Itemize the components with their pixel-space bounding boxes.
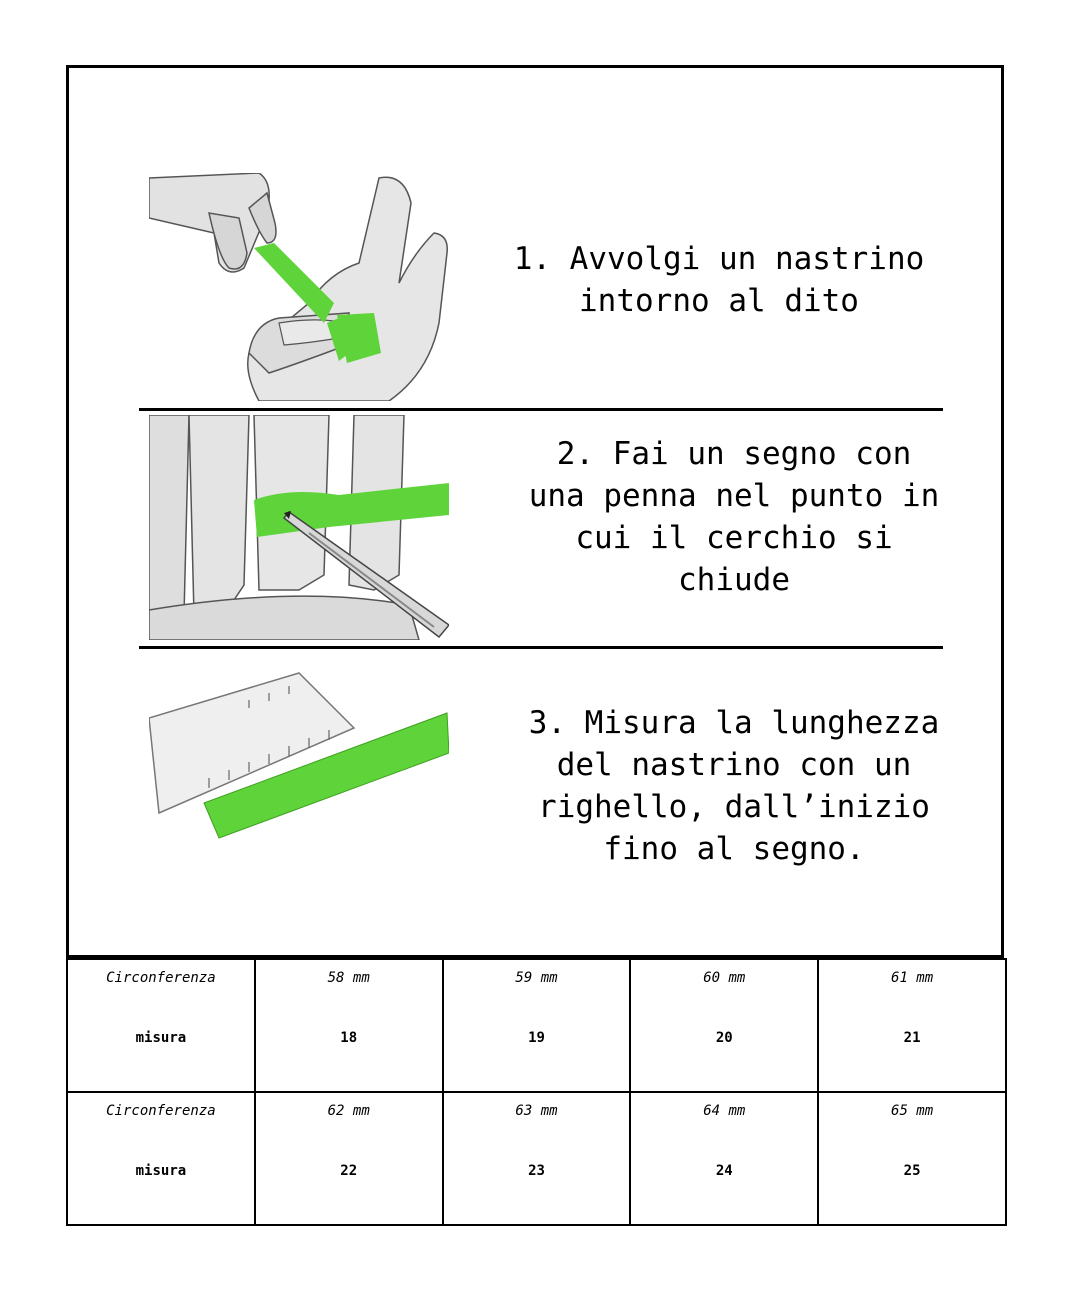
table-cell bbox=[443, 1092, 631, 1225]
table-row bbox=[67, 959, 1006, 1092]
step-1-text: 1. Avvolgi un nastrino intorno al dito bbox=[513, 241, 925, 319]
table-cell bbox=[67, 959, 255, 1092]
pen-marking-tape-illustration bbox=[149, 415, 449, 640]
circumference-value: 58 mm bbox=[327, 970, 370, 986]
table-cell bbox=[818, 1092, 1006, 1225]
size-value: 18 bbox=[340, 1030, 358, 1046]
size-value: 23 bbox=[528, 1163, 545, 1179]
table-cell bbox=[443, 959, 631, 1092]
step-divider-2 bbox=[139, 646, 943, 649]
step-3-text: 3. Misura la lunghezza del nastrino con un righello, dall’inizio fino al segno. bbox=[528, 705, 940, 867]
circumference-value: 63 mm bbox=[515, 1103, 558, 1119]
size-value: 22 bbox=[340, 1163, 358, 1179]
size-value: 20 bbox=[715, 1030, 733, 1046]
size-label: misura bbox=[135, 1030, 187, 1046]
ruler-measuring-tape-illustration bbox=[149, 668, 449, 848]
step-divider-1 bbox=[139, 408, 943, 411]
table-cell bbox=[67, 1092, 255, 1225]
circumference-value: 59 mm bbox=[515, 970, 558, 986]
size-label: misura bbox=[135, 1163, 187, 1179]
size-value: 21 bbox=[903, 1030, 921, 1046]
table-cell bbox=[255, 959, 443, 1092]
table-cell bbox=[630, 1092, 818, 1225]
size-value: 24 bbox=[715, 1163, 733, 1179]
circumference-value: 64 mm bbox=[703, 1103, 746, 1119]
table-cell bbox=[818, 959, 1006, 1092]
ring-size-table bbox=[66, 958, 1007, 1226]
circumference-label: Circonferenza bbox=[106, 970, 216, 986]
hand-wrapping-tape-illustration bbox=[149, 173, 449, 401]
circumference-value: 61 mm bbox=[891, 970, 934, 986]
circumference-value: 65 mm bbox=[891, 1103, 934, 1119]
step-2-text: 2. Fai un segno con una penna nel punto in cui il cerchio si chiude bbox=[528, 436, 940, 598]
table-row bbox=[67, 1092, 1006, 1225]
size-value: 25 bbox=[903, 1163, 921, 1179]
table-cell bbox=[255, 1092, 443, 1225]
size-value: 19 bbox=[528, 1030, 545, 1046]
table-cell bbox=[630, 959, 818, 1092]
circumference-value: 60 mm bbox=[703, 970, 746, 986]
circumference-value: 62 mm bbox=[327, 1103, 370, 1119]
instructions-frame bbox=[66, 65, 1004, 958]
circumference-label: Circonferenza bbox=[106, 1103, 216, 1119]
